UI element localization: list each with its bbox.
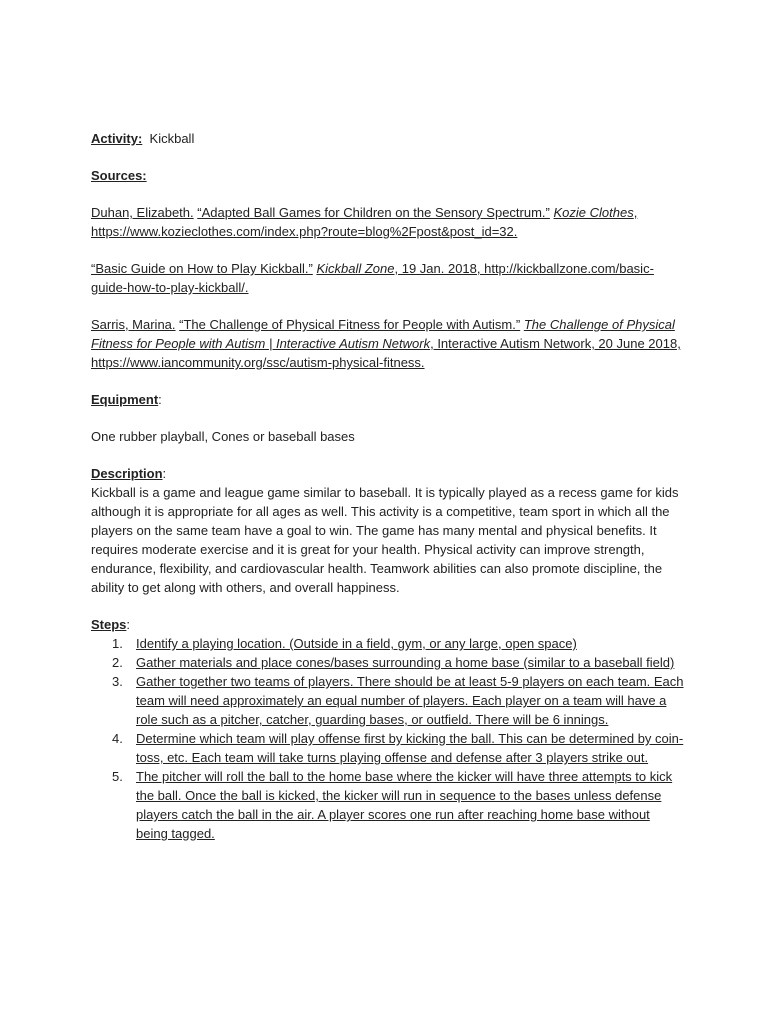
step-number: 3. [112,674,123,689]
equipment-list: One rubber playball, Cones or baseball bases [91,429,355,444]
citation-rest[interactable]: , Interactive Autism Network, 20 June 2018, https://www.iancommunity.org/ssc/autism-physical-fitness. [91,336,681,370]
description-heading: Description [91,466,163,481]
step-number: 1. [112,636,123,651]
equipment-colon: : [158,392,162,407]
step-text: Determine which team will play offense first by kicking the ball. This can be determined by coin-toss, etc. Each team will take turns playing offense and defense after 3 players strike out. [136,731,684,765]
step-text: Identify a playing location. (Outside in a field, gym, or any large, open space) [136,636,577,651]
document-page [91,129,685,843]
source-citation-2 [91,259,685,297]
steps-colon: : [126,617,131,632]
step-item [91,634,685,653]
activity-label: Activity: [91,131,143,146]
citation-author: Duhan, Elizabeth. [91,205,194,220]
step-number: 4. [112,731,123,746]
citation-title: “Adapted Ball Games for Children on the Sensory Spectrum.” [197,205,550,220]
citation-container: Kozie Clothes [553,205,634,220]
steps-heading-line [91,615,685,634]
step-item [91,767,685,843]
steps-list [91,634,685,843]
citation-title: “The Challenge of Physical Fitness for People with Autism.” [179,317,521,332]
citation-container: The Challenge of Physical Fitness for People with Autism | Interactive Autism Network [91,317,675,351]
description-colon: : [162,466,167,481]
description-text: Kickball is a game and league game similar to baseball. It is typically played as a recess game for kids although it is appropriate for all ages as well. This activity is a competitive, team sport in which all the players on the same team have a goal to win. The game has many mental and physical benefits. It requires moderate exercise and it is great for your health. Physical activity can improve strength, endurance, flexibility, and cardiovascular health. Teamwork abilities can also promote discipline, the ability to get along with others, and overall happiness. [91,485,679,595]
citation-rest[interactable]: , 19 Jan. 2018, http://kickballzone.com/basic-guide-how-to-play-kickball/. [91,261,654,295]
step-number: 5. [112,769,123,784]
step-number: 2. [112,655,123,670]
step-text: Gather together two teams of players. There should be at least 5-9 players on each team. Each team will need approximately an equal number of players. Each player on a team will have a role such as a pitcher, catcher, guarding bases, or outfield. There will be 6 innings. [136,674,684,727]
source-citation-1 [91,203,685,241]
citation-title: “Basic Guide on How to Play Kickball.” [91,261,313,276]
description-heading-line [91,464,685,483]
equipment-heading-line [91,390,685,409]
steps-heading: Steps [91,617,127,632]
sources-heading: Sources: [91,168,147,183]
step-item [91,729,685,767]
citation-container: Kickball Zone [316,261,395,276]
activity-value: Kickball [149,131,195,146]
step-item [91,672,685,729]
citation-rest[interactable]: , https://www.kozieclothes.com/index.php?route=blog%2Fpost&post_id=32. [91,205,638,239]
step-text: The pitcher will roll the ball to the home base where the kicker will have three attempts to kick the ball. Once the ball is kicked, the kicker will run in sequence to the bases unless defense players catch the ball in the air. A player scores one run after reaching home base without being tagged. [136,769,673,841]
step-item [91,653,685,672]
citation-author: Sarris, Marina. [91,317,176,332]
step-text: Gather materials and place cones/bases surrounding a home base (similar to a baseball field) [136,655,675,670]
source-citation-3 [91,315,685,372]
activity-line [91,129,685,148]
equipment-heading: Equipment [91,392,159,407]
